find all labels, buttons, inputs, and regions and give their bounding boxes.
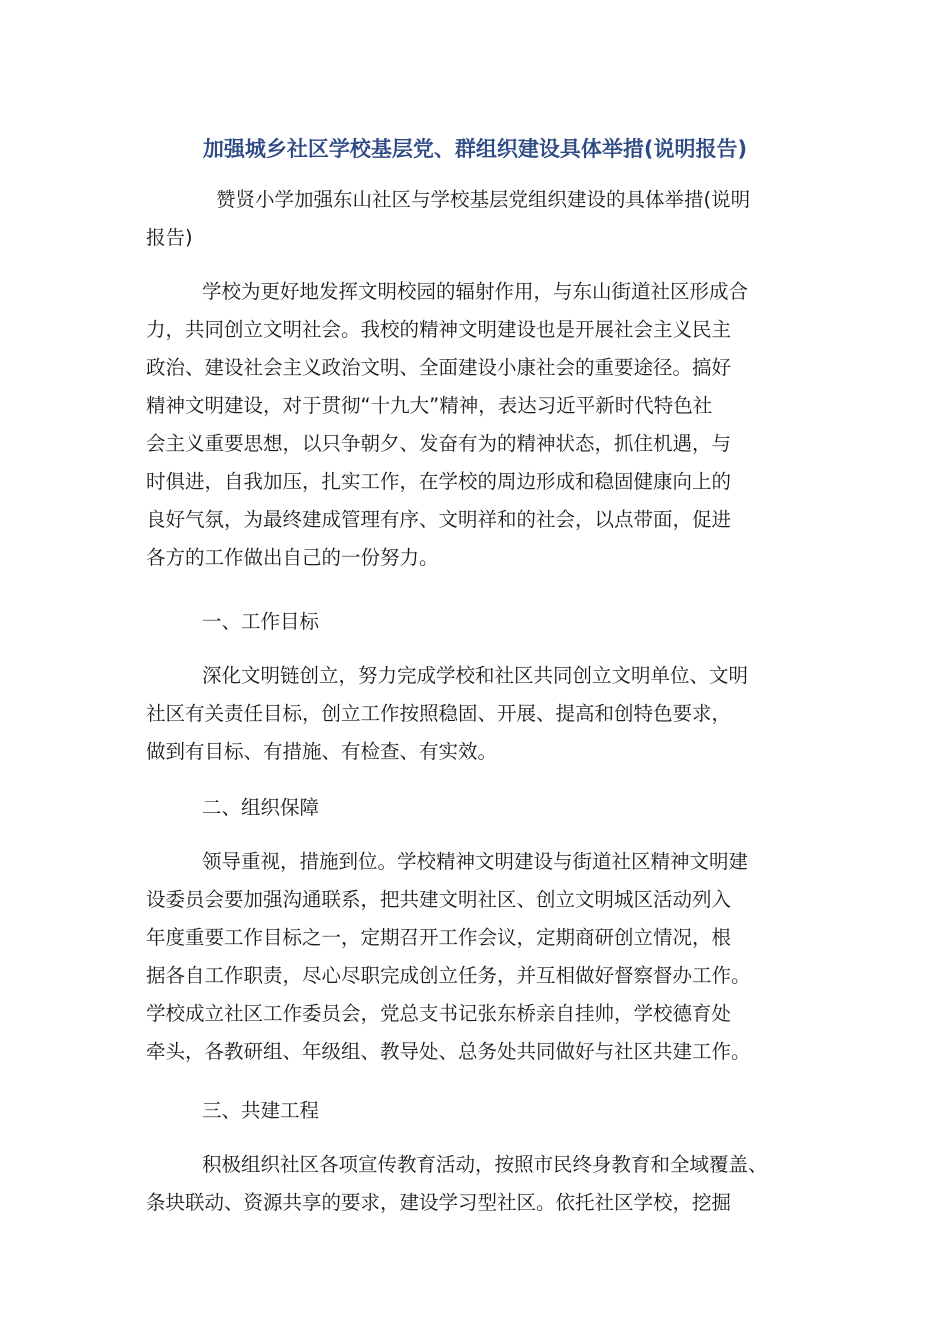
- section-paragraph-projects: [146, 1146, 806, 1222]
- paragraph-line: 良好气氛，为最终建成管理有序、文明祥和的社会，以点带面，促进: [146, 508, 732, 531]
- section-heading: 一、工作目标: [202, 610, 320, 633]
- paragraph-line: 力，共同创立文明社会。我校的精神文明建设也是开展社会主义民主: [146, 318, 732, 341]
- section-paragraph-organization: [146, 843, 806, 1071]
- section-heading: 二、组织保障: [202, 796, 320, 819]
- paragraph-line: 精神文明建设，对于贯彻“十九大”精神，表达习近平新时代特色社: [146, 394, 713, 417]
- paragraph-line: 条块联动、资源共享的要求，建设学习型社区。依托社区学校，挖掘: [146, 1191, 732, 1214]
- paragraph-line: 深化文明链创立，努力完成学校和社区共同创立文明单位、文明: [202, 664, 749, 687]
- paragraph-line: 学校为更好地发挥文明校园的辐射作用，与东山街道社区形成合: [202, 280, 749, 303]
- subtitle-line: 报告): [146, 226, 193, 249]
- subtitle-line: 赞贤小学加强东山社区与学校基层党组织建设的具体举措(说明: [216, 188, 751, 211]
- paragraph-line: 据各自工作职责，尽心尽职完成创立任务，并互相做好督察督办工作。: [146, 964, 751, 987]
- paragraph-line: 领导重视，措施到位。学校精神文明建设与街道社区精神文明建: [202, 850, 749, 873]
- paragraph-line: 各方的工作做出自己的一份努力。: [146, 546, 439, 569]
- paragraph-line: 学校成立社区工作委员会，党总支书记张东桥亲自挂帅，学校德育处: [146, 1002, 732, 1025]
- paragraph-line: 年度重要工作目标之一，定期召开工作会议，定期商研创立情况，根: [146, 926, 732, 949]
- section-heading-organization: [146, 789, 806, 827]
- paragraph-line: 时俱进，自我加压，扎实工作，在学校的周边形成和稳固健康向上的: [146, 470, 732, 493]
- paragraph-line: 做到有目标、有措施、有检查、有实效。: [146, 740, 498, 763]
- paragraph-line: 设委员会要加强沟通联系，把共建文明社区、创立文明城区活动列入: [146, 888, 732, 911]
- paragraph-line: 积极组织社区各项宣传教育活动，按照市民终身教育和全域覆盖、: [202, 1153, 768, 1176]
- section-paragraph-goals: [146, 657, 806, 771]
- subtitle: [146, 181, 806, 257]
- section-heading-goals: [146, 603, 806, 641]
- paragraph-line: 会主义重要思想，以只争朝夕、发奋有为的精神状态，抓住机遇，与: [146, 432, 732, 455]
- paragraph-line: 牵头，各教研组、年级组、教导处、总务处共同做好与社区共建工作。: [146, 1040, 751, 1063]
- intro-paragraph: [146, 273, 806, 577]
- document-title: 加强城乡社区学校基层党、群组织建设具体举措(说明报告): [202, 137, 748, 161]
- paragraph-line: 社区有关责任目标，创立工作按照稳固、开展、提高和创特色要求，: [146, 702, 732, 725]
- section-heading-projects: [146, 1092, 806, 1130]
- paragraph-line: 政治、建设社会主义政治文明、全面建设小康社会的重要途径。搞好: [146, 356, 732, 379]
- section-heading: 三、共建工程: [202, 1099, 320, 1122]
